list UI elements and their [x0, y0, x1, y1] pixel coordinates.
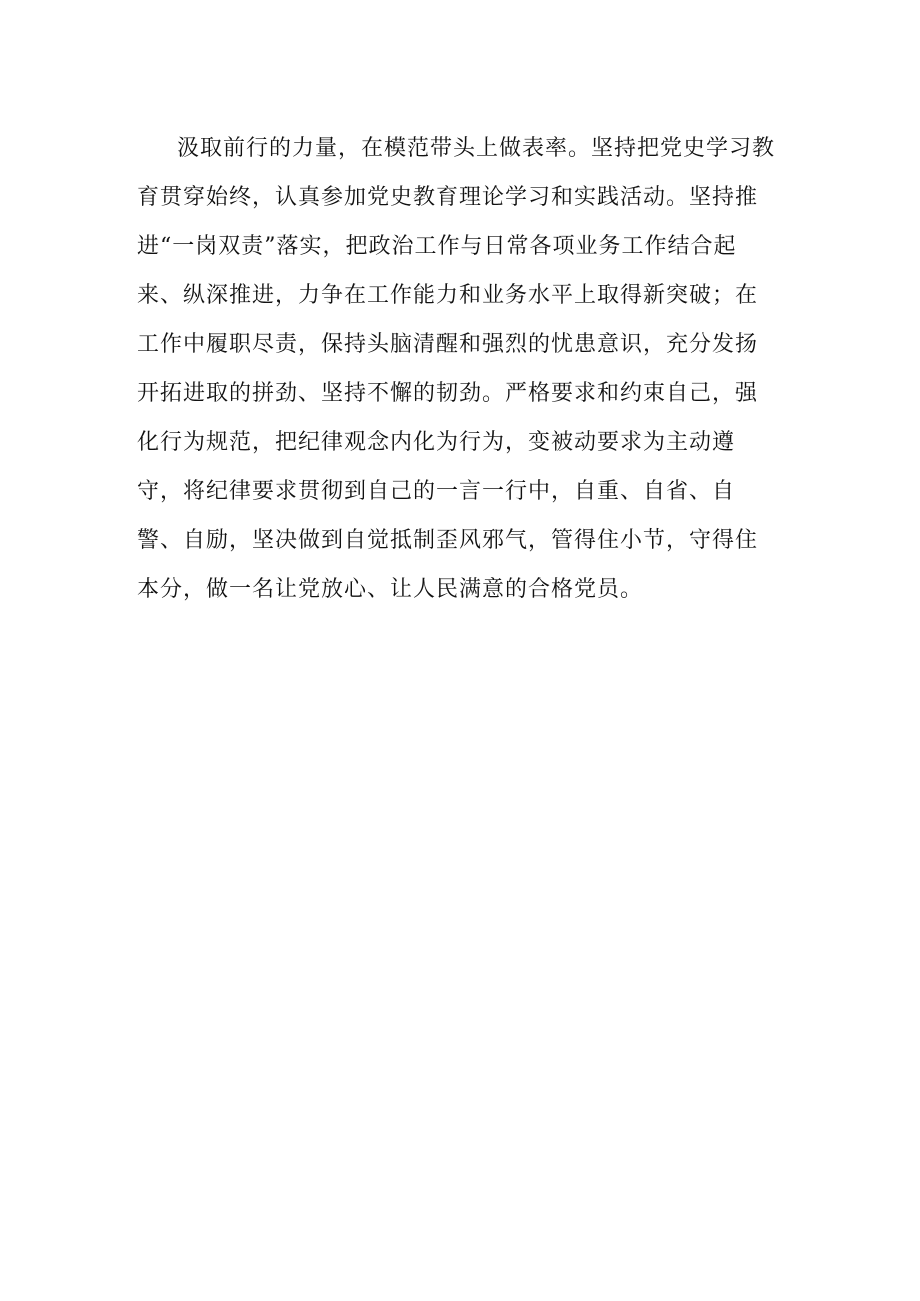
paragraph-line: 进“一岗双责”落实，把政治工作与日常各项业务工作结合起 — [137, 234, 737, 259]
body-paragraph — [137, 124, 797, 614]
paragraph-line: 育贯穿始终，认真参加党史教育理论学习和实践活动。坚持推 — [137, 185, 759, 210]
paragraph-line: 来、纵深推进，力争在工作能力和业务水平上取得新突破；在 — [137, 283, 759, 308]
paragraph-line: 汲取前行的力量，在模范带头上做表率。坚持把党史学习教 — [177, 136, 776, 161]
paragraph-line: 警、自励，坚决做到自觉抵制歪风邪气，管得住小节，守得住 — [137, 528, 759, 553]
paragraph-line: 本分，做一名让党放心、让人民满意的合格党员。 — [137, 577, 644, 602]
paragraph-line: 工作中履职尽责，保持头脑清醒和强烈的忧患意识，充分发扬 — [137, 332, 759, 357]
paragraph-line: 守，将纪律要求贯彻到自己的一言一行中，自重、自省、自 — [137, 479, 736, 504]
paragraph-line: 化行为规范，把纪律观念内化为行为，变被动要求为主动遵 — [137, 430, 736, 455]
paragraph-line: 开拓进取的拼劲、坚持不懈的韧劲。严格要求和约束自己，强 — [137, 381, 759, 406]
